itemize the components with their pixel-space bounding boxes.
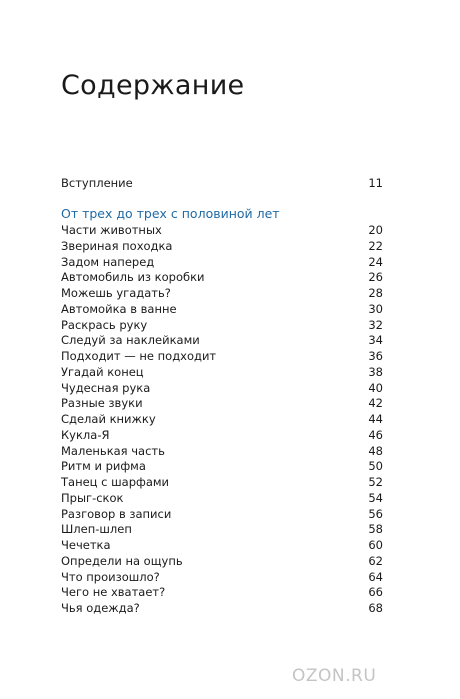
toc-entry-label: Сделай книжку: [61, 412, 156, 426]
toc-entry-page: 32: [368, 317, 383, 332]
toc-entry-page: 22: [368, 238, 383, 253]
toc-entry-label: Автомойка в ванне: [61, 301, 177, 316]
toc-entry[interactable]: [61, 285, 383, 301]
toc-entry-label: Задом наперед: [61, 254, 155, 269]
page-title: Содержание: [61, 70, 245, 101]
toc-entry-page: 60: [368, 538, 383, 552]
watermark-logo: OZON.RU: [292, 666, 377, 686]
toc-entry-label: Следуй за наклейками: [61, 333, 200, 348]
toc-entry-page: 28: [368, 286, 383, 300]
toc-entry[interactable]: [61, 317, 383, 333]
toc-entry-page: 34: [368, 333, 383, 348]
toc-entry-label: Чья одежда?: [61, 601, 140, 615]
toc-entry-label: Кукла-Я: [61, 427, 110, 442]
toc-entry[interactable]: [61, 411, 383, 427]
toc-entry[interactable]: [61, 553, 383, 569]
toc-entry-label: Угадай конец: [61, 364, 144, 379]
toc-entry[interactable]: [61, 474, 383, 490]
toc-entry[interactable]: [61, 238, 383, 254]
toc-entry[interactable]: [61, 364, 383, 380]
toc-entry[interactable]: [61, 537, 383, 553]
toc-entry-page: 30: [368, 301, 383, 316]
toc-entry-page: 26: [368, 270, 383, 285]
toc-entry[interactable]: [61, 521, 383, 537]
toc-entry[interactable]: [61, 301, 383, 317]
toc-entry-label: Разные звуки: [61, 396, 143, 411]
toc-entry-page: 58: [368, 522, 383, 537]
toc-entry-label: Чудесная рука: [61, 380, 151, 395]
toc-entry-label: Можешь угадать?: [61, 286, 171, 300]
toc-entry-page: 50: [368, 459, 383, 474]
toc-entry[interactable]: [61, 348, 383, 364]
toc-entry[interactable]: [61, 254, 383, 270]
toc-entry[interactable]: [61, 443, 383, 459]
toc-entry-page: 24: [368, 254, 383, 269]
toc-entry[interactable]: [61, 569, 383, 585]
toc-entry[interactable]: [61, 427, 383, 443]
toc-entry-page: 56: [368, 506, 383, 521]
toc-entry-page: 44: [368, 412, 383, 426]
toc-entry-label: Звериная походка: [61, 238, 173, 253]
toc-entry[interactable]: [61, 269, 383, 285]
toc-entry-page: 40: [368, 380, 383, 395]
toc-entry[interactable]: [61, 506, 383, 522]
toc-entry-page: 68: [368, 601, 383, 615]
toc-entry-page: 36: [368, 349, 383, 363]
toc-entry[interactable]: [61, 600, 383, 616]
toc-entry-page: 42: [368, 396, 383, 411]
toc-entry-page: 20: [368, 223, 383, 237]
toc-entry-label: Прыг-скок: [61, 490, 124, 505]
toc-entry[interactable]: [61, 458, 383, 474]
toc-entry[interactable]: [61, 395, 383, 411]
toc-entry-page: 64: [368, 569, 383, 584]
toc-entry-label: Чего не хватает?: [61, 585, 166, 600]
toc-entry-intro[interactable]: [61, 175, 383, 191]
toc-entry-label: Шлеп-шлеп: [61, 522, 132, 537]
toc-entry-page: 62: [368, 553, 383, 568]
toc-entry-page: 52: [368, 475, 383, 489]
toc-entry[interactable]: [61, 222, 383, 238]
toc-entry-page: 11: [368, 176, 383, 190]
toc-entry-label: Подходит — не подходит: [61, 349, 217, 363]
toc-entry-label: Раскрась руку: [61, 317, 148, 332]
toc-entry-label: Что произошло?: [61, 569, 160, 584]
toc-entry-label: Определи на ощупь: [61, 553, 183, 568]
section-heading: От трех до трех с половиной лет: [61, 206, 280, 221]
toc-entry-page: 54: [368, 490, 383, 505]
toc-entry-page: 46: [368, 427, 383, 442]
toc-entry-label: Вступление: [61, 176, 133, 190]
toc-entry-label: Ритм и рифма: [61, 459, 146, 474]
toc-entry-label: Части животных: [61, 223, 162, 237]
toc-entry[interactable]: [61, 490, 383, 506]
toc-entry-label: Маленькая часть: [61, 443, 165, 458]
toc-entry[interactable]: [61, 332, 383, 348]
toc-entry-label: Чечетка: [61, 538, 111, 552]
toc-entry-label: Разговор в записи: [61, 506, 172, 521]
toc-entry-label: Танец с шарфами: [61, 475, 170, 489]
toc-entry-label: Автомобиль из коробки: [61, 270, 205, 285]
toc-entry[interactable]: [61, 584, 383, 600]
toc-entry-page: 38: [368, 364, 383, 379]
toc-entry-page: 66: [368, 585, 383, 600]
toc-entry[interactable]: [61, 380, 383, 396]
toc-entry-page: 48: [368, 443, 383, 458]
